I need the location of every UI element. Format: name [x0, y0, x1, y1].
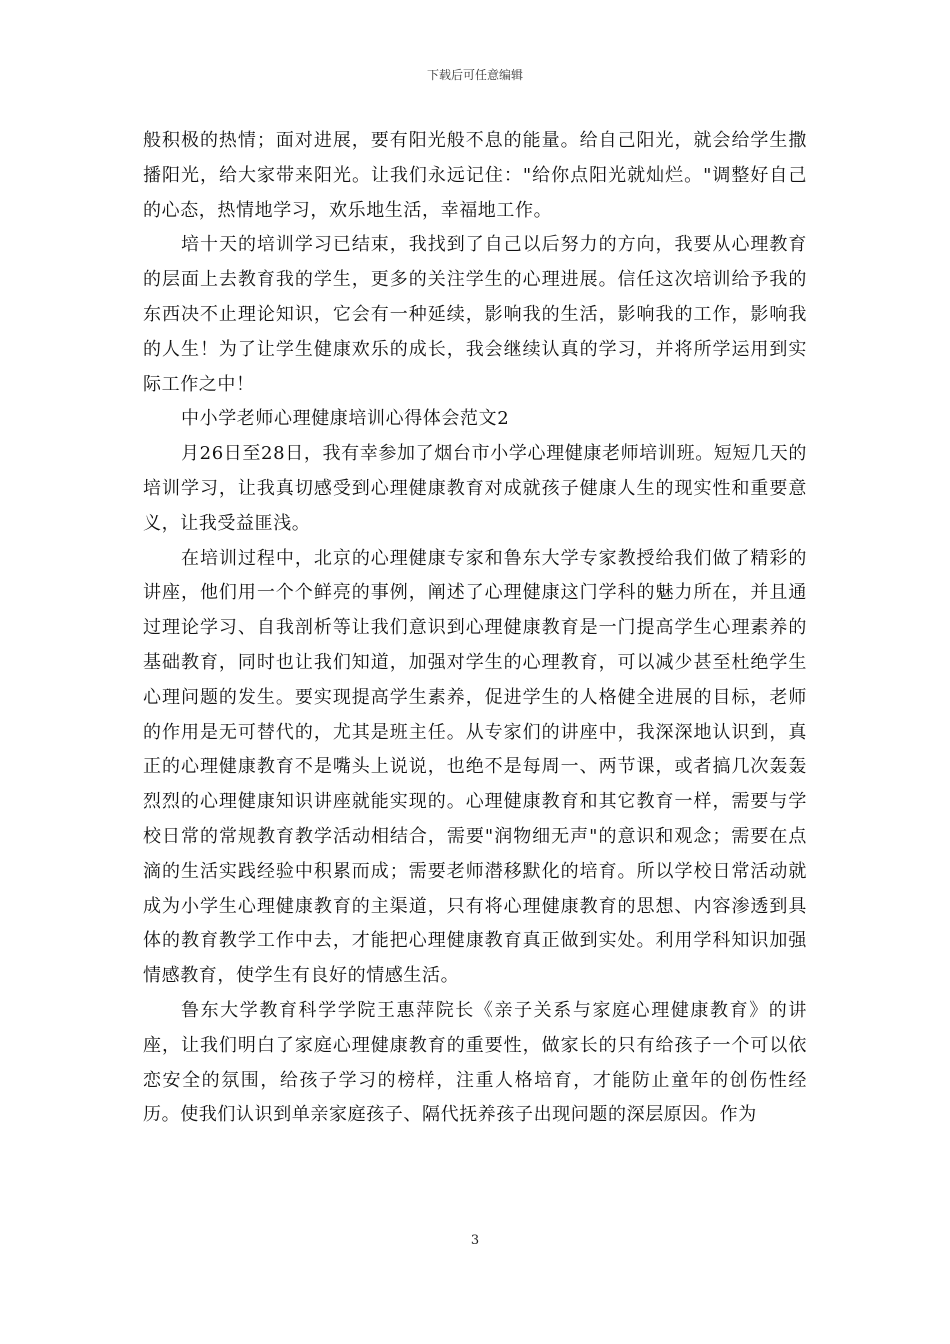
page-header: 下载后可任意编辑 [426, 68, 523, 82]
page-number: 3 [470, 1233, 480, 1248]
section-heading: 中小学老师心理健康培训心得体会范文2 [181, 408, 510, 430]
document-body [143, 124, 807, 1133]
paragraph: 鲁东大学教育科学学院王惠萍院长《亲子关系与家庭心理健康教育》的讲座，让我们明白了家庭心理健康教育的重要性，做家长的只有给孩子一个可以依恋安全的氛围，给孩子学习的榜样，注重人格培育，才能防止童年的创伤性经历。使我们认识到单亲家庭孩子、隔代抚养孩子出现问题的深层原因。作为 [143, 999, 807, 1126]
paragraph: 般积极的热情；面对进展，要有阳光般不息的能量。给自己阳光，就会给学生撒播阳光，给大家带来阳光。让我们永远记住："给你点阳光就灿烂。"调整好自己的心态，热情地学习，欢乐地生活，幸福地工作。 [143, 130, 807, 221]
paragraph: 在培训过程中，北京的心理健康专家和鲁东大学专家教授给我们做了精彩的讲座，他们用一个个鲜亮的事例，阐述了心理健康这门学科的魅力所在，并且通过理论学习、自我剖析等让我们意识到心理健康教育是一门提高学生心理素养的基础教育，同时也让我们知道，加强对学生的心理教育，可以减少甚至杜绝学生心理问题的发生。要实现提高学生素养，促进学生的人格健全进展的目标，老师的作用是无可替代的，尤其是班主任。从专家们的讲座中，我深深地认识到，真正的心理健康教育不是嘴头上说说，也绝不是每周一、两节课，或者搞几次轰轰烈烈的心理健康知识讲座就能实现的。心理健康教育和其它教育一样，需要与学校日常的常规教育教学活动相结合，需要"润物细无声"的意识和观念；需要在点滴的生活实践经验中积累而成；需要老师潜移默化的培育。所以学校日常活动就成为小学生心理健康教育的主渠道，只有将心理健康教育的思想、内容渗透到具体的教育教学工作中去，才能把心理健康教育真正做到实处。利用学科知识加强情感教育，使学生有良好的情感生活。 [143, 547, 807, 987]
paragraph: 培十天的培训学习已结束，我找到了自己以后努力的方向，我要从心理教育的层面上去教育我的学生，更多的关注学生的心理进展。信任这次培训给予我的东西决不止理论知识，它会有一种延续，影响我的生活，影响我的工作，影响我的人生！为了让学生健康欢乐的成长，我会继续认真的学习，并将所学运用到实际工作之中！ [143, 234, 807, 395]
paragraph: 月26日至28日，我有幸参加了烟台市小学心理健康老师培训班。短短几天的培训学习，让我真切感受到心理健康教育对成就孩子健康人生的现实性和重要意义，让我受益匪浅。 [143, 443, 807, 534]
